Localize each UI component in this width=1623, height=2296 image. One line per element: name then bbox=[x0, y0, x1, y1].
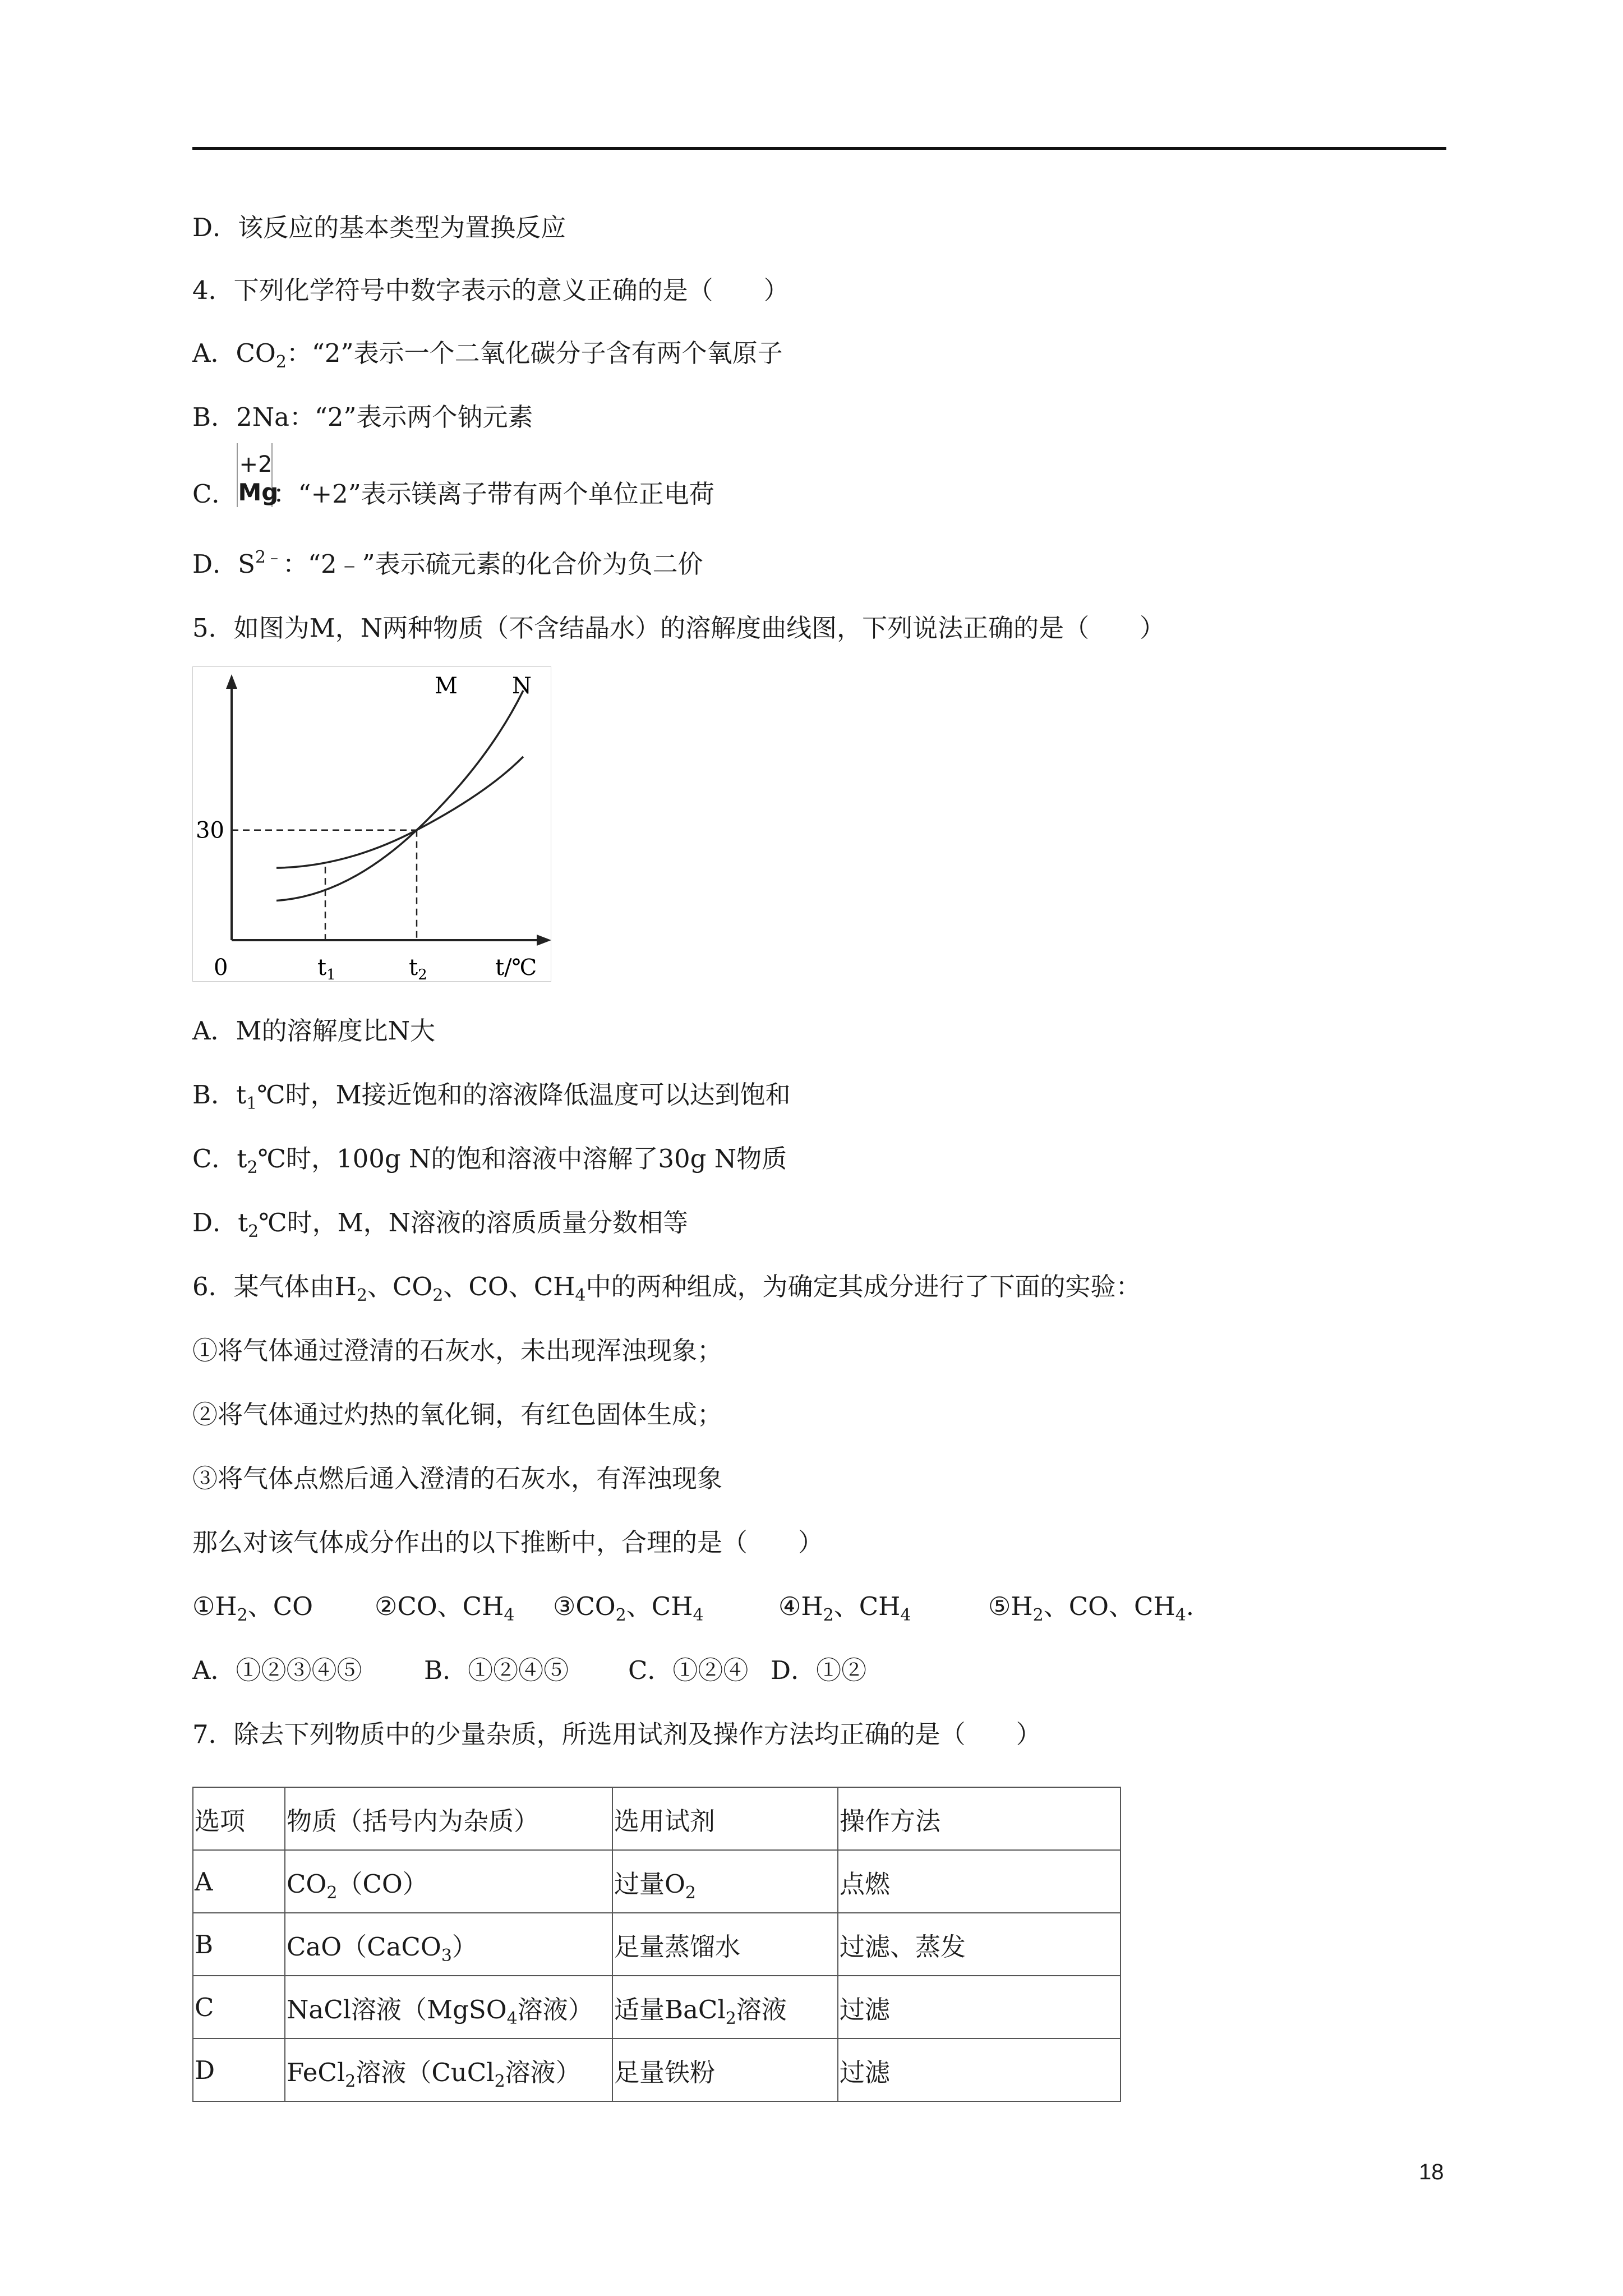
header-cell: 选项 bbox=[193, 1787, 285, 1850]
q5-option-c: C．$t_2℃$时，100g N的饱和溶液中溶解了30g N物质 bbox=[192, 1144, 787, 1177]
q6-answer-b: B．①②④⑤ bbox=[424, 1655, 569, 1685]
q6-step-3: ③将气体点燃后通入澄清的石灰水，有浑浊现象 bbox=[192, 1464, 723, 1493]
reagent-cell: 过量$O_2$ bbox=[612, 1850, 838, 1913]
table-row bbox=[193, 1913, 1121, 1976]
q4-option-b: B．2Na：“2”表示两个钠元素 bbox=[192, 402, 533, 432]
q6-item-5: $⑤H_2$、CO、$CH_4$. bbox=[988, 1591, 1195, 1625]
table-row bbox=[193, 2039, 1121, 2101]
q5-option-d: D．$t_2℃$时，M，N溶液的溶质质量分数相等 bbox=[192, 1208, 689, 1241]
operation-cell: 过滤 bbox=[838, 1976, 1121, 2039]
q4-option-d: D．$S^{2﹣}$：“2﹣”表示硫元素的化合价为负二价 bbox=[192, 547, 703, 579]
table-row bbox=[193, 1976, 1121, 2039]
option-cell: B bbox=[193, 1913, 285, 1976]
operation-cell: 点燃 bbox=[838, 1850, 1121, 1913]
substance-cell: FeCl$_2$溶液（CuCl$_2$溶液） bbox=[285, 2039, 612, 2101]
q7-stem: 7．除去下列物质中的少量杂质，所选用试剂及操作方法均正确的是（ ） bbox=[192, 1719, 1041, 1749]
q5-option-a: A．M的溶解度比N大 bbox=[192, 1016, 435, 1046]
q4-stem: 4．下列化学符号中数字表示的意义正确的是（ ） bbox=[192, 275, 789, 305]
header-cell: 选用试剂 bbox=[612, 1787, 838, 1850]
operation-cell: 过滤、蒸发 bbox=[838, 1913, 1121, 1976]
t2-label: $t_2$ bbox=[409, 955, 427, 982]
option-cell: C bbox=[193, 1976, 285, 2039]
solubility-chart bbox=[192, 666, 551, 982]
q5-stem: 5．如图为M，N两种物质（不含结晶水）的溶解度曲线图，下列说法正确的是（ ） bbox=[192, 613, 1165, 643]
q6-answer-c: C．①②④ bbox=[628, 1655, 749, 1685]
q6-item-1: $①H_2$、CO bbox=[192, 1591, 313, 1625]
q6-step-1: ①将气体通过澄清的石灰水，未出现浑浊现象； bbox=[192, 1336, 723, 1365]
page-number: 18 bbox=[1419, 2160, 1444, 2184]
q6-item-2: ②CO、$CH_4$ bbox=[375, 1591, 515, 1625]
series-n-label: N bbox=[512, 673, 532, 699]
q6-answer-d: D．①② bbox=[771, 1655, 867, 1685]
y-tick-30: 30 bbox=[196, 817, 224, 844]
reagent-cell: 适量BaCl$_2$溶液 bbox=[612, 1976, 838, 2039]
q3-option-d: D．该反应的基本类型为置换反应 bbox=[192, 213, 566, 242]
q6-item-4: $④H_2$、$CH_4$ bbox=[778, 1591, 911, 1625]
operation-cell: 过滤 bbox=[838, 2039, 1121, 2101]
header-rule bbox=[192, 147, 1446, 150]
q6-item-3: $③CO_2$、$CH_4$ bbox=[553, 1591, 704, 1625]
q5-option-b: B．$t_1℃$时，M接近饱和的溶液降低温度可以达到饱和 bbox=[192, 1080, 791, 1114]
q6-question: 那么对该气体成分作出的以下推断中，合理的是（ ） bbox=[192, 1527, 824, 1557]
q6-stem: 6．某气体由$H_2$、$CO_2$、CO、$CH_4$中的两种组成，为确定其成分进行了下面的实验： bbox=[192, 1272, 1141, 1305]
x-axis-label: t/℃ bbox=[495, 955, 537, 981]
series-m-label: M bbox=[435, 673, 458, 699]
substance-cell: NaCl溶液（MgSO$_4$溶液） bbox=[285, 1976, 612, 2039]
substance-cell: CaO（CaCO$_3$） bbox=[285, 1913, 612, 1976]
q4-option-a: A．$CO_2$：“2”表示一个二氧化碳分子含有两个氧原子 bbox=[192, 338, 783, 372]
origin-label: 0 bbox=[214, 955, 228, 981]
option-cell: D bbox=[193, 2039, 285, 2101]
chart-frame bbox=[192, 666, 551, 982]
table-row bbox=[193, 1850, 1121, 1913]
table-header-row bbox=[193, 1787, 1121, 1850]
q6-answer-a: A．①②③④⑤ bbox=[192, 1655, 362, 1685]
reagent-cell: 足量铁粉 bbox=[612, 2039, 838, 2101]
q6-step-2: ②将气体通过灼热的氧化铜，有红色固体生成； bbox=[192, 1400, 723, 1429]
reagent-cell: 足量蒸馏水 bbox=[612, 1913, 838, 1976]
t1-label: $t_1$ bbox=[317, 955, 336, 982]
substance-cell: $CO_2(CO)$ bbox=[285, 1850, 612, 1913]
header-cell: 物质（括号内为杂质） bbox=[285, 1787, 612, 1850]
valence-symbol: +2 Mg bbox=[237, 475, 271, 506]
header-cell: 操作方法 bbox=[838, 1787, 1121, 1850]
q4-option-c: C． +2 Mg ：“+2”表示镁离子带有两个单位正电荷 bbox=[192, 475, 714, 510]
option-cell: A bbox=[193, 1850, 285, 1913]
q7-table bbox=[192, 1787, 1121, 2102]
